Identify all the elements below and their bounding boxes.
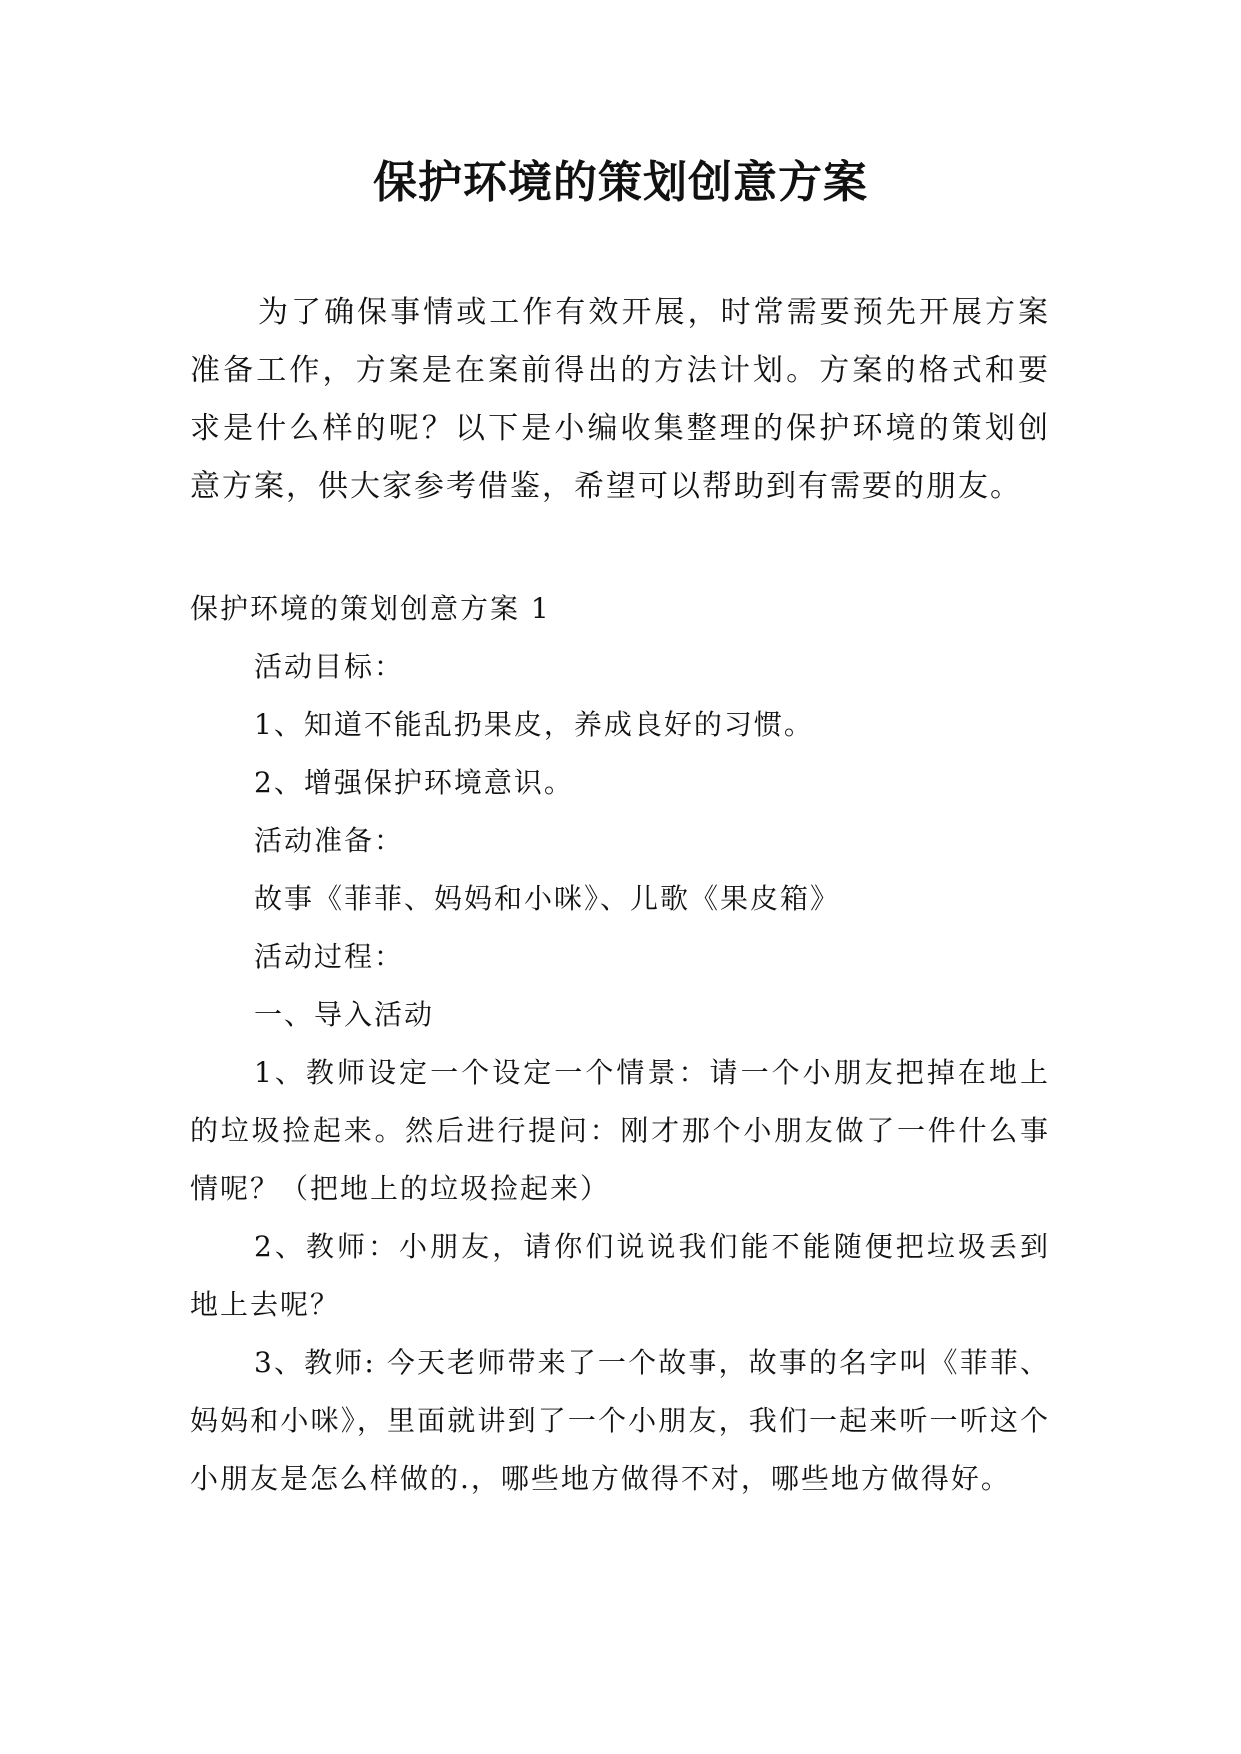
activity-preparation-heading: 活动准备： — [254, 824, 405, 857]
step-item-2: 2、教师：小朋友，请你们说说我们能不能随便把垃圾丢到地上去呢？ — [190, 1230, 1050, 1321]
goal-item-1: 1、知道不能乱扔果皮，养成良好的习惯。 — [254, 708, 814, 741]
step-one-heading: 一、导入活动 — [254, 998, 435, 1031]
document-body — [190, 580, 1050, 1508]
section-heading: 保护环境的策划创意方案 1 — [190, 592, 551, 625]
preparation-materials: 故事《菲菲、妈妈和小咪》、儿歌《果皮箱》 — [254, 882, 841, 915]
activity-goal-heading: 活动目标： — [254, 650, 405, 683]
intro-paragraph: 为了确保事情或工作有效开展，时常需要预先开展方案准备工作，方案是在案前得出的方法计划。方案的格式和要求是什么样的呢？以下是小编收集整理的保护环境的策划创意方案，供大家参考借鉴，希望可以帮助到有需要的朋友。 — [190, 295, 1050, 504]
document-title: 保护环境的策划创意方案 — [373, 157, 868, 208]
activity-process-heading: 活动过程： — [254, 940, 405, 973]
goal-item-2: 2、增强保护环境意识。 — [254, 766, 574, 799]
step-item-3: 3、教师: 今天老师带来了一个故事，故事的名字叫《菲菲、妈妈和小咪》，里面就讲到了一个小朋友，我们一起来听一听这个小朋友是怎么样做的.，哪些地方做得不对，哪些地方做得好。 — [190, 1346, 1050, 1495]
step-item-1: 1、教师设定一个设定一个情景：请一个小朋友把掉在地上的垃圾捡起来。然后进行提问：刚才那个小朋友做了一件什么事情呢？（把地上的垃圾捡起来） — [190, 1056, 1050, 1205]
